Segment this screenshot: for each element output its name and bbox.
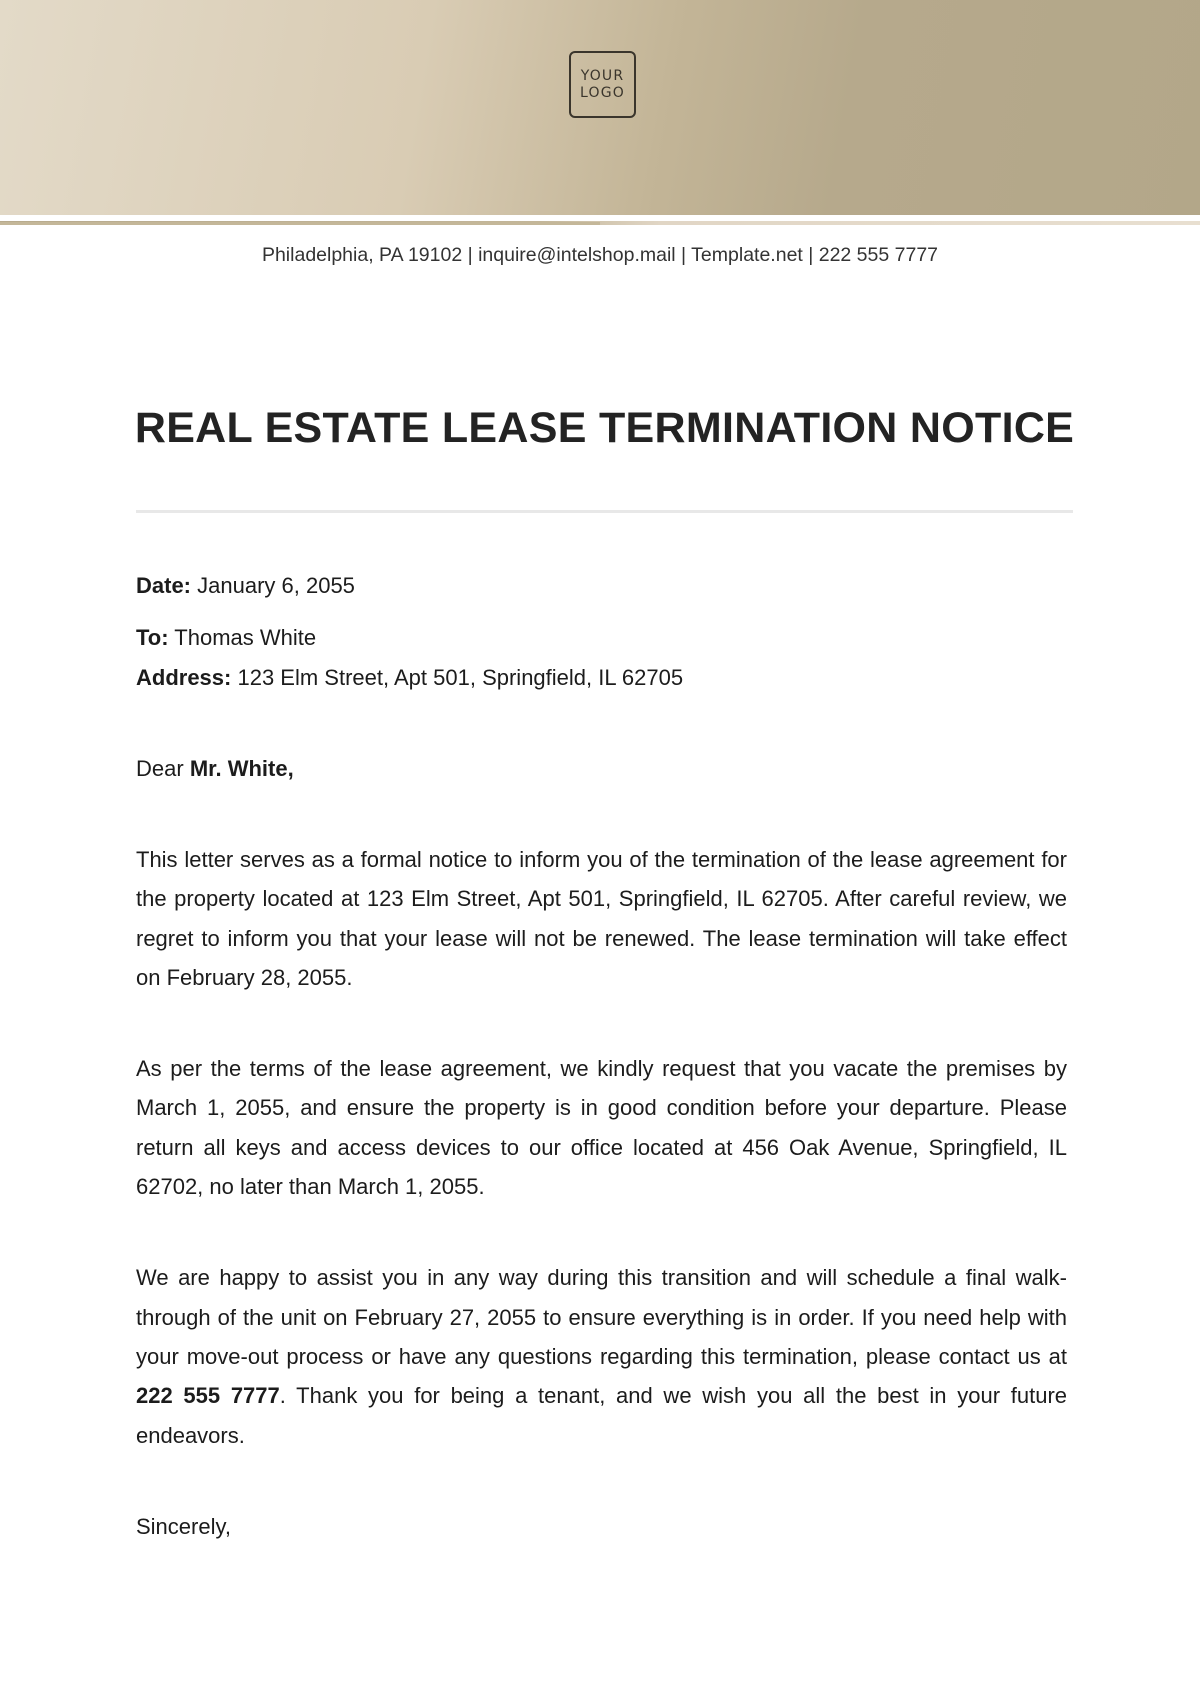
document-title: REAL ESTATE LEASE TERMINATION NOTICE <box>134 404 1075 452</box>
paragraph-3-text-end: . Thank you for being a tenant, and we wish you all the best in your future endeavors. <box>136 1383 1068 1448</box>
paragraph-3-text: We are happy to assist you in any way during this transition and will schedule a final walk-through of the unit on February 27, 2055 to ensure everything is in order. If you need help with your move-out process or have any questions regarding this termination, please contact us at <box>136 1265 1067 1369</box>
address-label: Address: <box>136 665 232 690</box>
salutation <box>136 749 1067 789</box>
paragraph-3 <box>136 1258 1067 1454</box>
date-value: January 6, 2055 <box>197 573 355 598</box>
to-label: To: <box>136 625 169 650</box>
company-logo <box>569 51 636 118</box>
letter-body <box>136 566 1067 1547</box>
contact-info: Philadelphia, PA 19102 | inquire@intelshop.mail | Template.net | 222 555 7777 <box>261 244 939 266</box>
salutation-prefix: Dear <box>136 756 184 781</box>
paragraph-2: As per the terms of the lease agreement, we kindly request that you vacate the premises by March 1, 2055, and ensure the property is in good condition before your departure. Please return all keys and access devices to our office located at 456 Oak Avenue, Springfield, IL 62702, no later than March 1, 2055. <box>136 1056 1067 1200</box>
recipient-line <box>136 618 1067 658</box>
salutation-name: Mr. White, <box>189 756 294 781</box>
header-divider-accent <box>0 222 600 225</box>
address-line <box>136 658 1067 698</box>
closing: Sincerely, <box>136 1513 231 1539</box>
contact-phone: 222 555 7777 <box>136 1383 280 1409</box>
address-value: 123 Elm Street, Apt 501, Springfield, IL 62705 <box>237 665 684 690</box>
logo-text-line1: YOUR <box>580 67 625 84</box>
date-line <box>136 566 1067 606</box>
title-divider <box>136 510 1073 513</box>
to-value: Thomas White <box>174 625 317 650</box>
logo-text-line2: LOGO <box>580 84 625 101</box>
paragraph-1: This letter serves as a formal notice to inform you of the termination of the lease agreement for the property located at 123 Elm Street, Apt 501, Springfield, IL 62705. After careful review, we regret to inform you that your lease will not be renewed. The lease termination will take effect on February 28, 2055. <box>136 847 1067 990</box>
date-label: Date: <box>136 573 192 598</box>
